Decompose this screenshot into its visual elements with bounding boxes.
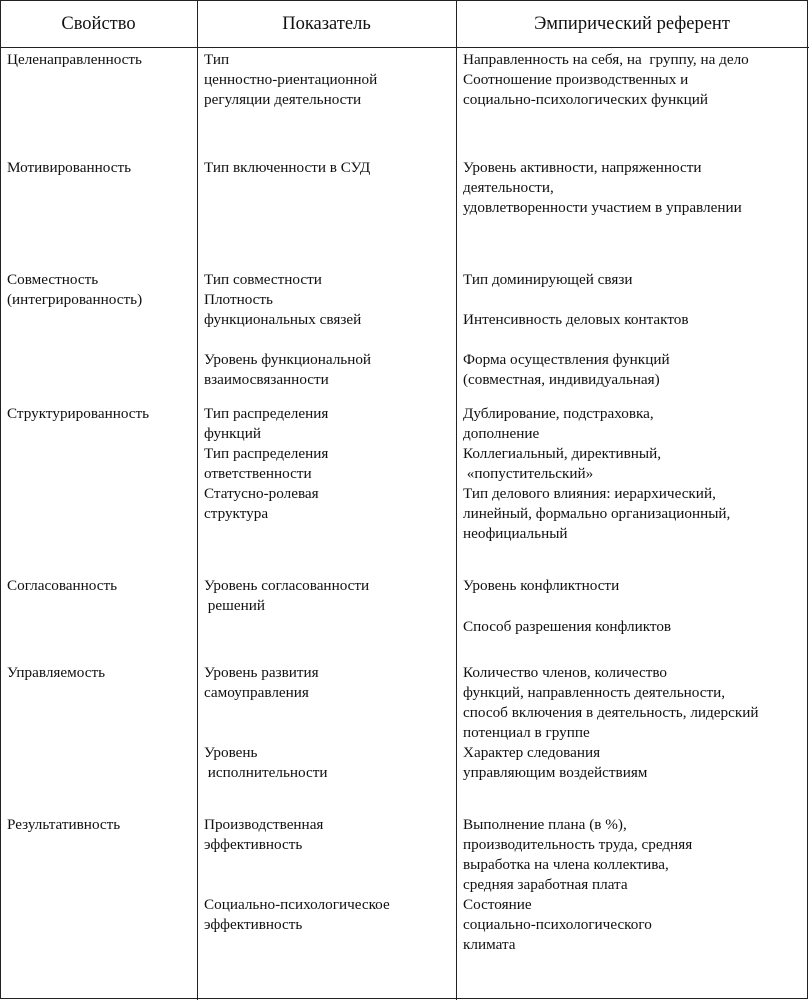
row-4-property: Структурированность [7, 405, 150, 422]
row-6-indicator: Уровень развития самоуправления [204, 664, 319, 701]
row-3-referent-2: Интенсивность деловых контактов [463, 311, 689, 328]
row-6-property: Управляемость [7, 664, 106, 681]
row-5-referent: Уровень конфликтности [463, 577, 620, 594]
column-divider [197, 0, 198, 1000]
row-1-property: Целенаправленность [7, 51, 142, 68]
row-1-referent: Направленность на себя, на группу, на дело Соотношение производственных и социально-психологических функций [463, 51, 749, 108]
row-7-indicator-2: Социально-психологическое эффективность [204, 896, 390, 933]
row-3-indicator-2: Уровень функциональной взаимосвязанности [204, 351, 372, 388]
row-1-indicator: Тип ценностно-риентационной регуляции деятельности [204, 51, 378, 108]
row-6-indicator-2: Уровень исполнительности [204, 744, 328, 781]
row-6-referent: Количество членов, количество функций, направленность деятельности, способ включения в деятельность, лидерский потенциал в группе Характер следования управляющим воздействиям [463, 664, 759, 781]
row-2-referent: Уровень активности, напряженности деятельности, удовлетворенности участием в управлении [463, 159, 742, 216]
row-3-referent-3: Форма осуществления функций (совместная, индивидуальная) [463, 351, 670, 388]
row-5-indicator: Уровень согласованности решений [204, 577, 370, 614]
header-referent: Эмпирический референт [534, 13, 730, 34]
header-property: Свойство [61, 13, 136, 34]
row-3-referent: Тип доминирующей связи [463, 271, 633, 288]
header-indicator: Показатель [282, 13, 371, 34]
row-2-indicator: Тип включенности в СУД [204, 159, 371, 176]
row-7-property: Результативность [7, 816, 121, 833]
row-7-referent: Выполнение плана (в %), производительность труда, средняя выработка на члена коллектива, средняя заработная плата Состояние социально-психологического климата [463, 816, 693, 953]
row-5-property: Согласованность [7, 577, 118, 594]
row-5-referent-2: Способ разрешения конфликтов [463, 618, 672, 635]
row-4-indicator: Тип распределения функций Тип распределения ответственности Статусно-ролевая структура [204, 405, 329, 522]
row-3-indicator: Тип совместности Плотность функциональных связей [204, 271, 362, 328]
row-7-indicator: Производственная эффективность [204, 816, 324, 853]
row-2-property: Мотивированность [7, 159, 132, 176]
column-divider [456, 0, 457, 1000]
row-3-property: Совместность (интегрированность) [7, 271, 143, 308]
row-4-referent: Дублирование, подстраховка, дополнение Коллегиальный, директивный, «попустительский» Тип делового влияния: иерархический, линейный, формально организационный, неофициальный [463, 405, 731, 542]
